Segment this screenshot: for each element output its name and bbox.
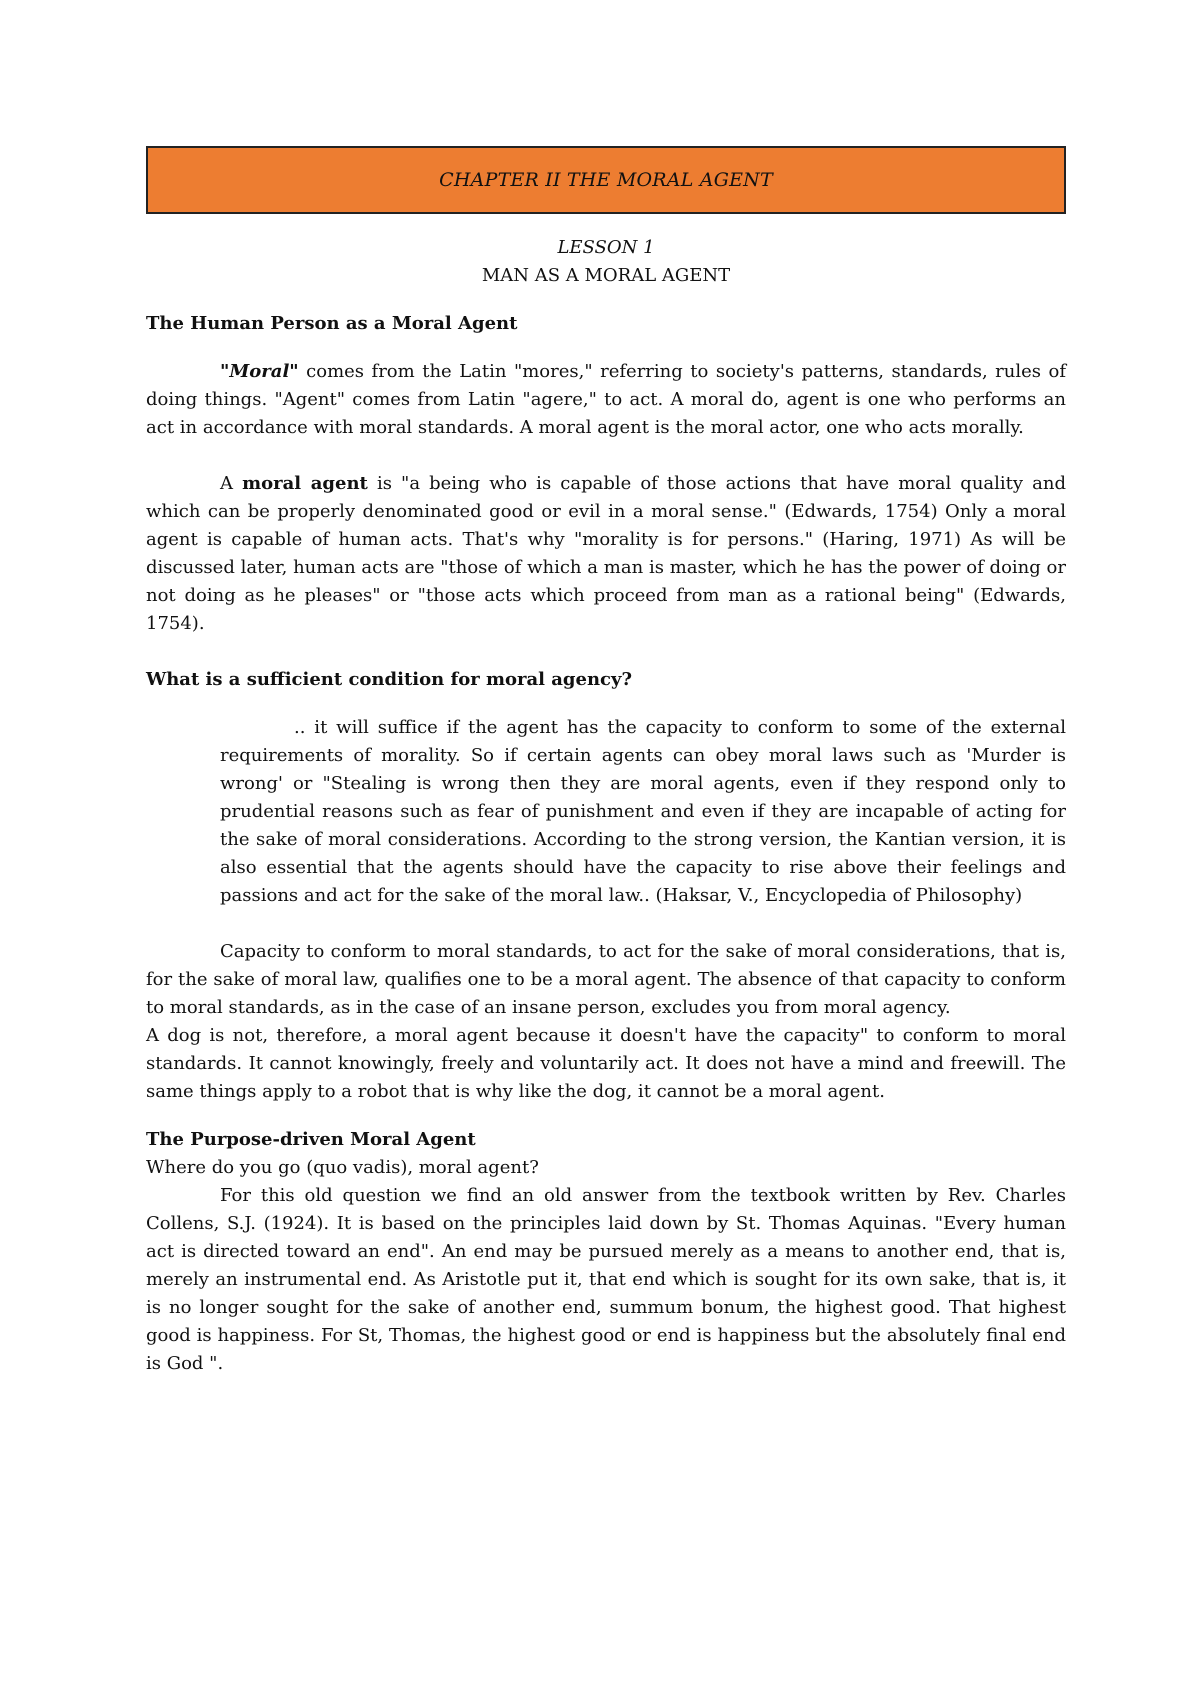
- lesson-header: [146, 234, 1066, 290]
- lesson-title: MAN AS A MORAL AGENT: [481, 265, 731, 286]
- term-moral-agent: moral agent: [242, 473, 368, 494]
- section-heading-human-person: The Human Person as a Moral Agent: [146, 313, 518, 334]
- block-quote-haksar: .. it will suffice if the agent has the capacity to conform to some of the external requirements of morality. So if certain agents can obey moral laws such as 'Murder is wrong' or "Stealing is wrong then they are moral agents, even if they respond only to prudential reasons such as fear of punishment and even if they are incapable of acting for the sake of moral considerations. According to the strong version, the Kantian version, it is also essential that the agents should have the capacity to rise above their feelings and passions and act for the sake of the moral law.. (Haksar, V., Encyclopedia of Philosophy): [220, 717, 1066, 906]
- document-page: [146, 146, 1066, 1378]
- chapter-title: CHAPTER II THE MORAL AGENT: [439, 169, 773, 191]
- paragraph-moral-definition: [146, 358, 1066, 442]
- paragraph-final-end: For this old question we find an old answer from the textbook written by Rev. Charles Collens, S.J. (1924). It is based on the principles laid down by St. Thomas Aquinas. "Every human act is directed toward an end". An end may be pursued merely as a means to another end, that is, merely an instrumental end. As Aristotle put it, that end which is sought for its own sake, that is, it is no longer sought for the sake of another end, summum bonum, the highest good. That highest good is happiness. For St, Thomas, the highest good or end is happiness but the absolutely final end is God ".: [146, 1185, 1066, 1374]
- term-moral: "Moral": [220, 361, 299, 382]
- paragraph-moral-agent: [146, 470, 1066, 638]
- lesson-number: LESSON 1: [557, 237, 655, 258]
- chapter-title-box: [146, 146, 1066, 214]
- paragraph-dog-example: A dog is not, therefore, a moral agent because it doesn't have the capacity" to conform to moral standards. It cannot knowingly, freely and voluntarily act. It does not have a mind and freewill. The same things apply to a robot that is why like the dog, it cannot be a moral agent.: [146, 1025, 1066, 1102]
- paragraph-moral-agent-lead: A: [220, 473, 243, 494]
- paragraph-moral-agent-text: is "a being who is capable of those actions that have moral quality and which can be properly denominated good or evil in a moral sense." (Edwards, 1754) Only a moral agent is capable of human acts. That's why "morality is for persons." (Haring, 1971) As will be discussed later, human acts are "those of which a man is master, which he has the power of doing or not doing as he pleases" or "those acts which proceed from man as a rational being" (Edwards, 1754).: [146, 473, 1066, 634]
- section-heading-purpose-driven: The Purpose-driven Moral Agent: [146, 1129, 476, 1150]
- paragraph-moral-text: comes from the Latin "mores," referring to society's patterns, standards, rules of doing things. "Agent" comes from Latin "agere," to act. A moral do, agent is one who performs an act in accordance with moral standards. A moral agent is the moral actor, one who acts morally.: [146, 361, 1066, 438]
- section-heading-sufficient-condition: What is a sufficient condition for moral agency?: [146, 669, 633, 690]
- subline-quo-vadis: Where do you go (quo vadis), moral agent?: [146, 1157, 539, 1178]
- paragraph-capacity: Capacity to conform to moral standards, to act for the sake of moral considerations, that is, for the sake of moral law, qualifies one to be a moral agent. The absence of that capacity to conform to moral standards, as in the case of an insane person, excludes you from moral agency.: [146, 941, 1066, 1018]
